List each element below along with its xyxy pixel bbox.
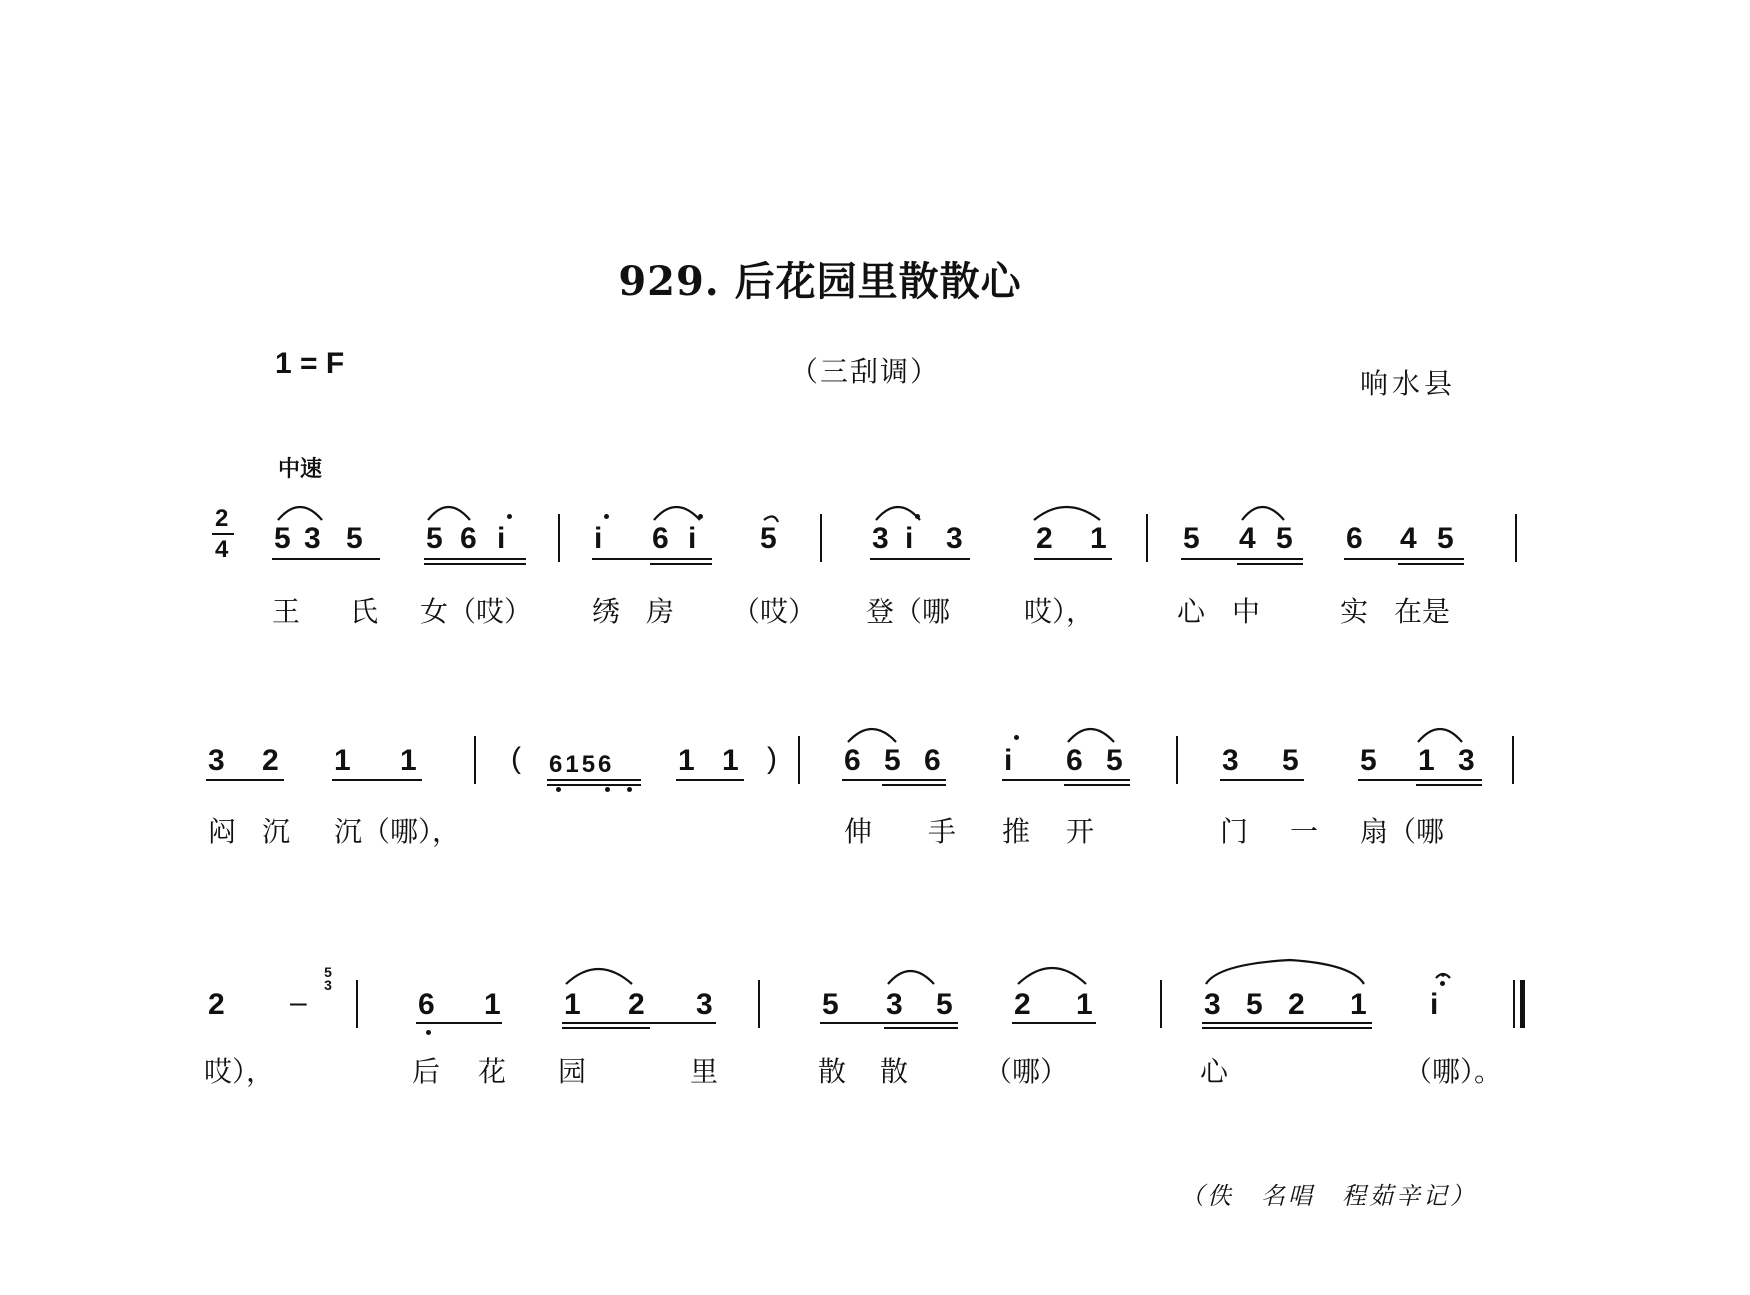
slur	[1242, 507, 1284, 520]
lyric: （哎）	[732, 595, 817, 628]
note: 5	[884, 744, 901, 777]
lyric: 一	[1290, 815, 1319, 848]
lyric: 沉	[262, 815, 291, 848]
slur	[566, 969, 632, 984]
note-group: 6156	[549, 751, 615, 778]
note: 1	[484, 988, 501, 1021]
lyric: 手	[928, 815, 957, 848]
fermata-dot	[1441, 973, 1445, 977]
lyric: （哪）。	[1404, 1055, 1503, 1088]
note: 6	[460, 522, 477, 555]
slur	[848, 729, 896, 742]
credit-line: （佚 名唱 程茹辛记）	[1180, 1182, 1477, 1210]
lyric: 沉（哪），	[334, 815, 461, 848]
lyric: 氏	[350, 595, 379, 628]
lyric: 推	[1002, 815, 1031, 848]
slur	[1418, 729, 1462, 742]
note: 6	[924, 744, 941, 777]
song-title: 929. 后花园里散散心	[618, 258, 1022, 305]
lyric: 绣	[592, 595, 621, 628]
lyric: 后	[412, 1055, 441, 1088]
lyric: 扇（哪	[1360, 815, 1445, 848]
close-paren: )	[767, 742, 777, 775]
lyric: 实	[1340, 595, 1369, 628]
slur	[888, 971, 934, 984]
slur	[1034, 507, 1100, 520]
note: 5	[274, 522, 291, 555]
note: 4	[1239, 522, 1256, 555]
slur	[876, 507, 920, 520]
note: 5	[1282, 744, 1299, 777]
note: i	[594, 522, 603, 555]
note: 2	[1014, 988, 1031, 1021]
note: 2	[208, 988, 225, 1021]
note: 1	[1090, 522, 1107, 555]
note: 5	[822, 988, 839, 1021]
note: 2	[628, 988, 645, 1021]
note: 2	[1036, 522, 1053, 555]
lyric: 门	[1220, 815, 1249, 848]
note: 3	[1222, 744, 1239, 777]
key-signature: 1 = F	[275, 347, 345, 380]
note: 5	[1360, 744, 1377, 777]
lyric: 心	[1177, 595, 1206, 628]
note: 2	[262, 744, 279, 777]
note: 1	[678, 744, 695, 777]
note: 5	[936, 988, 953, 1021]
note: i	[688, 522, 697, 555]
lyric: 登（哪	[866, 595, 951, 628]
slur	[1206, 960, 1364, 984]
lyric: 闷	[208, 815, 237, 848]
note: 6	[1066, 744, 1083, 777]
note: 5	[346, 522, 363, 555]
note: 5	[1276, 522, 1293, 555]
note: 3	[208, 744, 225, 777]
note: 3	[1204, 988, 1221, 1021]
open-paren: (	[511, 742, 521, 775]
note: 1	[564, 988, 581, 1021]
note: i	[1430, 988, 1439, 1021]
note: 1	[334, 744, 351, 777]
lyric: 王	[272, 595, 301, 628]
note: 6	[1346, 522, 1363, 555]
note: 2	[1288, 988, 1305, 1021]
note: 3	[696, 988, 713, 1021]
slur	[428, 507, 470, 520]
lyric: 园	[558, 1055, 587, 1088]
lyric: 散	[880, 1055, 909, 1088]
grace-notes: 5​3	[324, 964, 332, 993]
lyric: 心	[1200, 1055, 1229, 1088]
breath-mark	[764, 516, 778, 522]
lyric: 里	[690, 1055, 719, 1088]
note: 4	[1400, 522, 1417, 555]
tune-name: （三刮调）	[790, 355, 941, 388]
slur	[278, 507, 322, 520]
time-signature-top: 2	[215, 505, 229, 532]
note: 3	[946, 522, 963, 555]
lyric: 散	[818, 1055, 847, 1088]
region-name: 响水县	[1360, 367, 1457, 400]
note: 5	[1437, 522, 1454, 555]
lyric: 在是	[1394, 595, 1451, 628]
note: 5	[760, 522, 777, 555]
time-signature-bottom: 4	[215, 536, 229, 563]
lyric: （哪）	[984, 1055, 1069, 1088]
note: 3	[304, 522, 321, 555]
dash-extension: –	[290, 986, 307, 1019]
note: i	[905, 522, 914, 555]
note: 1	[722, 744, 739, 777]
lyric: 房	[646, 595, 675, 628]
note: 5	[1183, 522, 1200, 555]
note: i	[1004, 744, 1013, 777]
lyric: 哎），	[1024, 595, 1095, 628]
note: 1	[400, 744, 417, 777]
lyric: 花	[478, 1055, 507, 1088]
note: 1	[1350, 988, 1367, 1021]
lyric: 伸	[844, 815, 873, 848]
note: 3	[886, 988, 903, 1021]
note: 5	[1106, 744, 1123, 777]
note: 5	[426, 522, 443, 555]
slur	[1068, 729, 1114, 742]
lyric: 哎），	[204, 1055, 275, 1088]
note: 3	[872, 522, 889, 555]
lyric: 女（哎）	[420, 595, 533, 628]
note: 1	[1418, 744, 1435, 777]
lyric: 开	[1066, 815, 1095, 848]
note: 5	[1246, 988, 1263, 1021]
slur	[654, 507, 700, 520]
note: i	[497, 522, 506, 555]
note: 6	[844, 744, 861, 777]
slur	[1018, 968, 1086, 984]
tempo-marking: 中速	[278, 457, 323, 482]
note: 3	[1458, 744, 1475, 777]
lyric: 中	[1232, 595, 1261, 628]
note: 1	[1076, 988, 1093, 1021]
note: 6	[418, 988, 435, 1021]
note: 6	[652, 522, 669, 555]
